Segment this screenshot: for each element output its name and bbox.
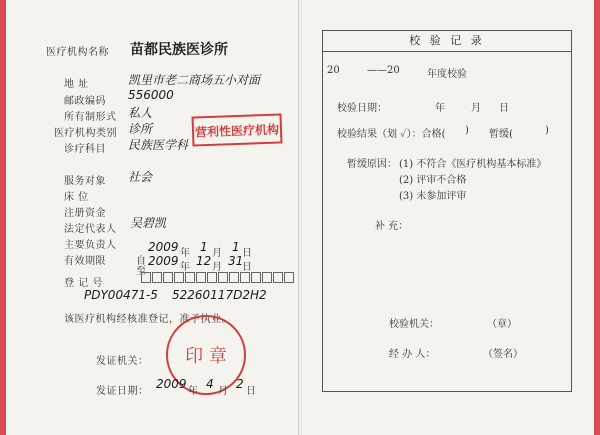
suspend-reasons-label: 暂缓原因：	[347, 159, 397, 170]
departments-value: 民族医学科	[128, 138, 189, 152]
validity-from-year: 2009	[148, 240, 179, 254]
verify-org-label: 校验机关：	[389, 319, 439, 330]
principal-label: 主要负责人	[64, 240, 117, 251]
issue-date-label: 发证日期：	[96, 386, 149, 397]
validity-to-month: 12	[196, 254, 212, 268]
ownership-label: 所有制形式	[64, 112, 117, 123]
issue-unit-year: 年	[188, 386, 199, 397]
issue-unit-day: 日	[246, 386, 257, 397]
handler-sign: （签名）	[483, 349, 523, 360]
unit-day-2: 日	[242, 262, 253, 273]
seal-text: 印 章	[185, 346, 227, 367]
postal-code-value: 556000	[128, 88, 174, 102]
unit-year: 年	[180, 248, 191, 259]
ownership-value: 私人	[128, 106, 153, 120]
validity-from-month: 1	[200, 240, 208, 254]
verify-date-label: 校验日期：	[337, 103, 387, 114]
legal-rep-value: 吴碧凯	[130, 216, 167, 230]
issue-day: 2	[236, 377, 244, 391]
beds-label: 床 位	[64, 192, 89, 203]
verify-date-year: 年	[435, 103, 445, 114]
departments-label: 诊疗科目	[64, 144, 106, 155]
unit-month-2: 月	[212, 262, 223, 273]
institution-name-value: 苗都民族医诊所	[130, 42, 228, 58]
suspend-reason-1: (1) 不符合《医疗机构基本标准》	[399, 159, 547, 170]
verify-date-day: 日	[499, 103, 509, 114]
unit-day: 日	[242, 248, 253, 259]
verification-record-frame	[322, 30, 572, 392]
capital-label: 注册资金	[64, 208, 106, 219]
result-label: 校验结果（划 ✓）：合格(	[337, 129, 446, 140]
service-target-value: 社会	[128, 170, 153, 184]
address-value: 凯里市老二商场五小对面	[128, 73, 261, 87]
validity-to-year: 2009	[148, 254, 179, 268]
license-left-page	[6, 0, 299, 435]
result-close: )	[465, 125, 469, 136]
registration-code-1: PDY00471-5	[84, 288, 158, 302]
postal-code-label: 邮政编码	[64, 96, 106, 107]
suspend-label: 暂缓(	[489, 129, 513, 140]
year-suffix: 年度校验	[427, 69, 467, 80]
institution-type-label: 医疗机构类别	[54, 128, 117, 139]
validity-to-day: 31	[228, 254, 244, 268]
for-profit-stamp: 营利性医疗机构	[192, 113, 283, 146]
unit-month: 月	[212, 248, 223, 259]
service-target-label: 服务对象	[64, 176, 106, 187]
unit-year-2: 年	[180, 262, 191, 273]
handler-label: 经 办 人：	[389, 349, 436, 360]
license-right-page	[302, 0, 594, 435]
verification-record-title: 校 验 记 录	[323, 31, 571, 52]
approval-note: 该医疗机构经核准登记，准予执业。	[64, 314, 232, 325]
registration-no-label: 登 记 号	[64, 278, 103, 289]
validity-to-word: 至	[136, 266, 147, 277]
supplement-label: 补 充：	[375, 221, 409, 232]
issuer-label: 发证机关：	[96, 356, 149, 367]
verify-org-seal: （章）	[487, 319, 517, 330]
validity-label: 有效期限	[64, 256, 106, 267]
registration-code-2: 52260117D2H2	[172, 288, 267, 302]
institution-type-value: 诊所	[128, 122, 153, 136]
year-dash: ——20	[367, 65, 400, 76]
validity-from-word: 自	[136, 256, 147, 267]
issue-year: 2009	[156, 377, 187, 391]
suspend-close: )	[545, 125, 549, 136]
registration-no-boxes	[141, 272, 295, 283]
issue-unit-month: 月	[218, 386, 229, 397]
validity-from-day: 1	[232, 240, 240, 254]
address-label: 地 址	[64, 79, 89, 90]
institution-name-label: 医疗机构名称	[46, 47, 109, 58]
year-prefix: 20	[327, 65, 340, 76]
verify-date-month: 月	[471, 103, 481, 114]
issue-month: 4	[206, 377, 214, 391]
suspend-reason-3: (3) 未参加评审	[399, 191, 467, 202]
legal-rep-label: 法定代表人	[64, 224, 117, 235]
suspend-reason-2: (2) 评审不合格	[399, 175, 467, 186]
